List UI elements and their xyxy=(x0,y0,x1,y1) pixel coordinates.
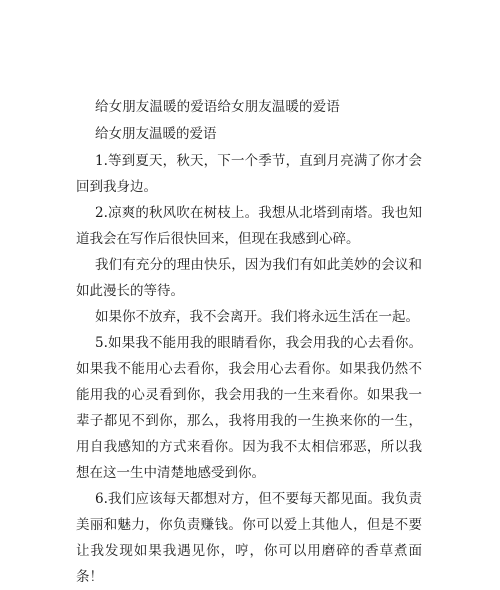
paragraph-6: 6.我们应该每天都想对方，但不要每天都见面。我负责美丽和魅力，你负责赚钱。你可以爱上其他人，但是不要让我发现如果我遇见你，哼，你可以用磨碎的香草煮面条！ xyxy=(76,491,422,585)
paragraph-4: 如果你不放弃，我不会离开。我们将永远生活在一起。 xyxy=(95,309,419,325)
document-body xyxy=(76,148,422,590)
paragraph-5: 5.如果我不能用我的眼睛看你，我会用我的心去看你。如果我不能用心去看你，我会用心去看你。如果我仍然不能用我的心灵看到你，我会用我的一生来看你。如果我一辈子都见不到你，那么，我将用我的一生换来你的一生，用自我感知的方式来看你。因为我不太相信邪恶，所以我想在这一生中清楚地感受到你。 xyxy=(76,335,422,481)
document-subtitle: 给女朋友温暖的爱语 xyxy=(95,126,217,142)
paragraph-2: 2.凉爽的秋风吹在树枝上。我想从北塔到南塔。我也知道我会在写作后很快回来，但现在我感到心碎。 xyxy=(76,205,422,247)
paragraph-1: 1.等到夏天，秋天，下一个季节，直到月亮满了你才会回到我身边。 xyxy=(76,153,422,195)
document-title: 给女朋友温暖的爱语给女朋友温暖的爱语 xyxy=(95,99,340,115)
paragraph-3: 我们有充分的理由快乐，因为我们有如此美妙的会议和如此漫长的等待。 xyxy=(76,257,422,299)
